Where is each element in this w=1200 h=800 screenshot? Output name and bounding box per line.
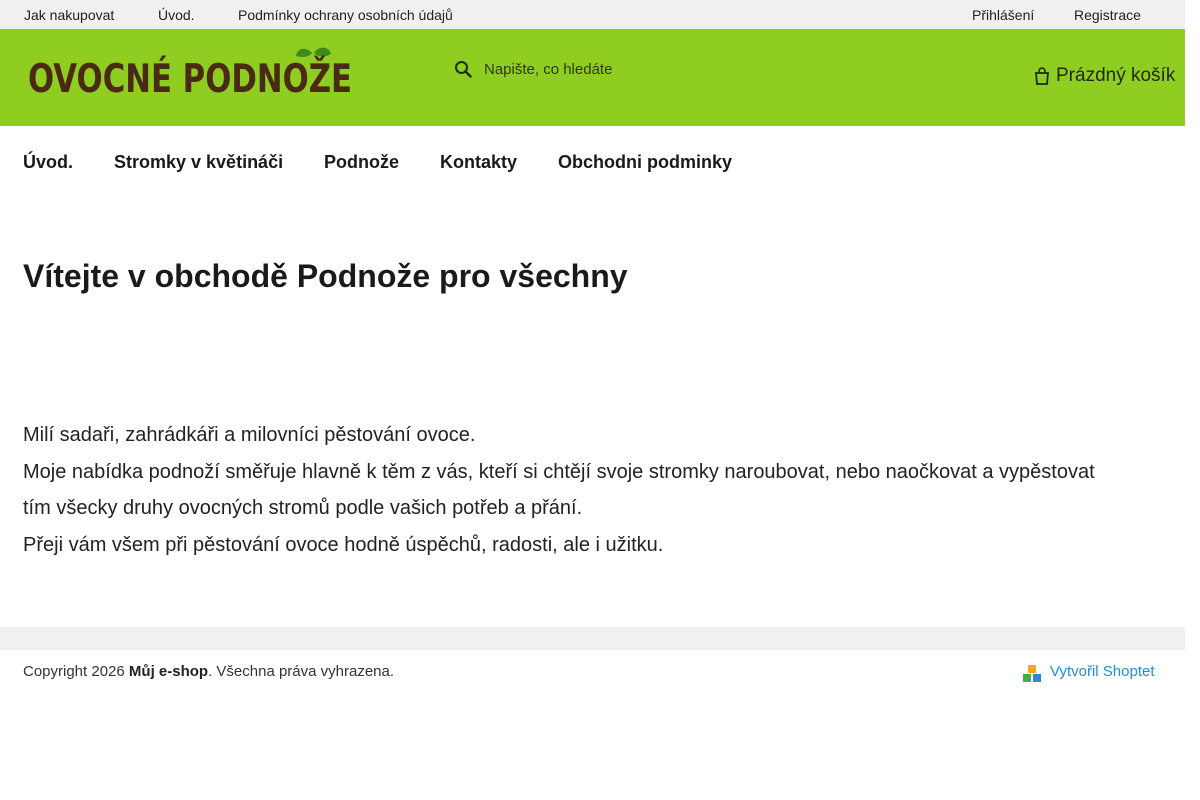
- site-logo[interactable]: [26, 47, 440, 102]
- shoptet-logo-icon: [1023, 665, 1042, 683]
- login-link[interactable]: Přihlášení: [972, 7, 1035, 23]
- shopping-bag-icon: [1034, 67, 1050, 85]
- main-navigation: [0, 126, 1185, 196]
- intro-paragraph: Milí sadaři, zahrádkáři a milovníci pěstování ovoce.: [23, 424, 476, 446]
- nav-item-stromky[interactable]: Stromky v květináči: [114, 152, 284, 172]
- logo-text: OVOCNÉ PODNOŽE: [28, 57, 440, 102]
- intro-paragraph: Přeji vám všem při pěstování ovoce hodně úspěchů, radosti, ale i užitku.: [23, 533, 664, 556]
- link-jak-nakupovat[interactable]: Jak nakupovat: [24, 7, 115, 23]
- cart-label: Prázdný košík: [1056, 65, 1176, 86]
- welcome-text: [23, 417, 1123, 563]
- copyright-prefix: Copyright 2026: [23, 663, 129, 680]
- intro-paragraph: Moje nabídka podnoží směřuje hlavně k těm z vás, kteří si chtějí svoje stromky naroubovat, nebo naočkovat a vypěstovat tím všecky druhy ovocných stromů podle vašich potřeb a přání.: [23, 460, 1095, 519]
- shoptet-label: Vytvořil Shoptet: [1050, 663, 1155, 680]
- search-icon[interactable]: [454, 60, 472, 78]
- copyright-suffix: . Všechna práva vyhrazena.: [208, 663, 395, 680]
- logo-graphic: [26, 47, 440, 102]
- nav-item-kontakty[interactable]: Kontakty: [440, 152, 518, 172]
- top-utility-bar: [0, 0, 1185, 29]
- nav-item-uvod[interactable]: Úvod.: [23, 152, 74, 172]
- shop-name: Můj e-shop: [128, 663, 209, 680]
- register-link[interactable]: Registrace: [1074, 7, 1141, 23]
- link-uvod[interactable]: Úvod.: [158, 7, 195, 23]
- link-privacy-policy[interactable]: Podmínky ochrany osobních údajů: [238, 7, 453, 23]
- copyright-text: [23, 663, 394, 680]
- page-title: Vítejte v obchodě Podnože pro všechny: [23, 258, 628, 294]
- footer-divider: [0, 627, 1185, 650]
- search-input[interactable]: [484, 55, 944, 83]
- site-header: [0, 29, 1185, 126]
- nav-item-obchodni-podminky[interactable]: Obchodni podminky: [558, 152, 732, 172]
- nav-item-podnoze[interactable]: Podnože: [324, 152, 399, 172]
- search-bar: [448, 49, 968, 89]
